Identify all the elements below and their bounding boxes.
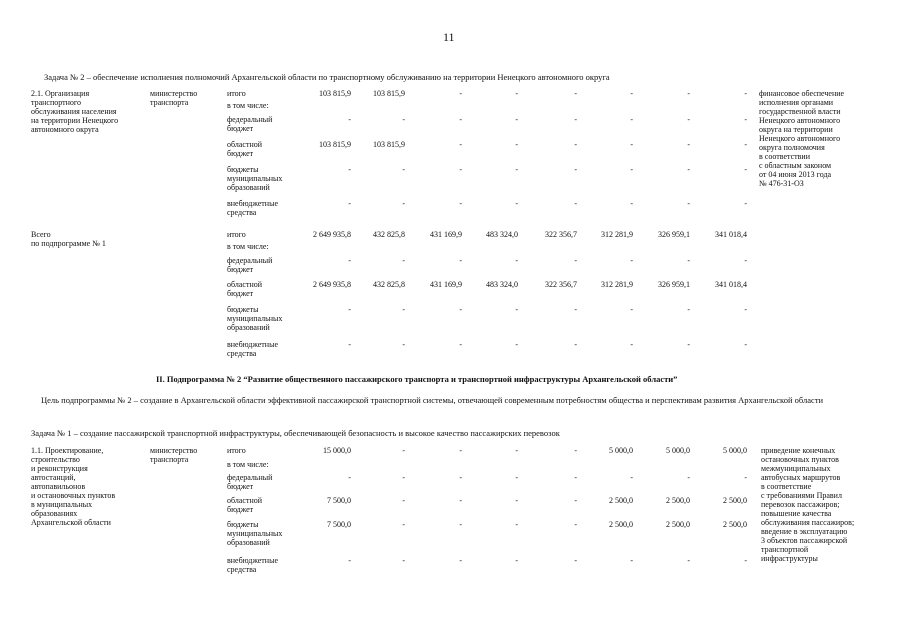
label-line: в том числе:	[227, 242, 269, 251]
value-cell: -	[574, 473, 577, 482]
value-cell: -	[459, 256, 462, 265]
text-line: повышение качества	[761, 509, 832, 518]
text-line: в соответствии	[759, 152, 810, 161]
value-cell: -	[459, 89, 462, 98]
value-cell: 312 281,9	[601, 230, 633, 239]
value-cell: -	[515, 446, 518, 455]
value-cell: -	[402, 305, 405, 314]
value-cell: 432 825,8	[373, 280, 405, 289]
value-cell: 2 500,0	[723, 520, 747, 529]
row-name-cell	[31, 446, 146, 527]
label-line: средства	[227, 565, 257, 574]
text-line: обслуживания пассажиров;	[761, 518, 855, 527]
value-cell: 432 825,8	[373, 230, 405, 239]
label-line: бюджет	[227, 149, 254, 158]
value-cell: -	[574, 496, 577, 505]
text-line: округа на территории	[759, 125, 833, 134]
value-cell: -	[744, 340, 747, 349]
label-line: в том числе:	[227, 101, 269, 110]
value-cell: -	[687, 89, 690, 98]
label-line: итого	[227, 230, 246, 239]
label-line: бюджеты	[227, 520, 259, 529]
value-cell: -	[402, 256, 405, 265]
text-line: приведение конечных	[761, 446, 836, 455]
label-line: областной	[227, 496, 263, 505]
text-line: 1.1. Проектирование,	[31, 446, 104, 455]
text-line: и остановочных пунктов	[31, 491, 116, 500]
value-cell: -	[515, 340, 518, 349]
label-line: федеральный	[227, 473, 273, 482]
value-cell: 322 356,7	[545, 230, 577, 239]
value-cell: -	[459, 473, 462, 482]
value-cell: -	[630, 89, 633, 98]
text-line: межмуниципальных	[761, 464, 831, 473]
value-cell: -	[574, 520, 577, 529]
result-cell	[759, 89, 879, 188]
label-line: образований	[227, 183, 270, 192]
label-line: федеральный	[227, 256, 273, 265]
value-cell: -	[348, 199, 351, 208]
value-cell: -	[744, 165, 747, 174]
value-cell: 2 500,0	[666, 496, 690, 505]
label-line: итого	[227, 446, 246, 455]
text-line: государственной власти	[759, 107, 841, 116]
value-cell: -	[574, 165, 577, 174]
value-cell: -	[348, 165, 351, 174]
value-cell: -	[630, 115, 633, 124]
value-cell: -	[459, 199, 462, 208]
value-cell: 322 356,7	[545, 280, 577, 289]
label-line: бюджет	[227, 482, 254, 491]
value-cell: -	[744, 115, 747, 124]
value-cell: 7 500,0	[327, 496, 351, 505]
text-line: министерство	[150, 89, 198, 98]
value-cell: -	[402, 446, 405, 455]
executor-cell	[150, 89, 210, 107]
value-cell: -	[744, 256, 747, 265]
text-line: в муниципальных	[31, 500, 93, 509]
value-cell: -	[574, 89, 577, 98]
value-cell: -	[630, 556, 633, 565]
value-cell: -	[402, 340, 405, 349]
value-cell: -	[574, 556, 577, 565]
value-cell: -	[515, 115, 518, 124]
text-line: Всего	[31, 230, 51, 239]
value-cell: -	[515, 89, 518, 98]
text-line: транспортного	[31, 98, 82, 107]
value-cell: -	[515, 496, 518, 505]
label-line: бюджет	[227, 124, 254, 133]
value-cell: -	[687, 256, 690, 265]
value-cell: -	[348, 305, 351, 314]
label-line: муниципальных	[227, 529, 283, 538]
value-cell: -	[515, 199, 518, 208]
value-cell: -	[630, 340, 633, 349]
task-heading-2: Задача № 1 – создание пассажирской транспортной инфраструктуры, обеспечивающей безопасность и высокое качество пассажирских перевозок	[31, 428, 560, 438]
value-cell: 2 500,0	[723, 496, 747, 505]
text-line: финансовое обеспечение	[759, 89, 845, 98]
label-line: итого	[227, 89, 246, 98]
value-cell: -	[402, 496, 405, 505]
value-cell: -	[402, 199, 405, 208]
value-cell: -	[630, 140, 633, 149]
value-cell: 103 815,9	[319, 89, 351, 98]
label-line: внебюджетные	[227, 340, 278, 349]
label-line: муниципальных	[227, 174, 283, 183]
value-cell: -	[630, 256, 633, 265]
text-line: в соответствие	[761, 482, 812, 491]
funding-source-label	[227, 101, 305, 110]
label-line: внебюджетные	[227, 556, 278, 565]
text-line: автопавильонов	[31, 482, 86, 491]
text-line: на территории Ненецкого	[31, 116, 119, 125]
result-cell	[761, 446, 886, 563]
funding-source-label	[227, 460, 305, 469]
subprogram-heading: II. Подпрограмма № 2 “Развитие общественного пассажирского транспорта и транспортной инфраструктуры Архангельской области”	[156, 374, 678, 384]
value-cell: -	[687, 305, 690, 314]
value-cell: 15 000,0	[323, 446, 351, 455]
label-line: федеральный	[227, 115, 273, 124]
value-cell: -	[515, 305, 518, 314]
value-cell: -	[402, 473, 405, 482]
value-cell: -	[630, 199, 633, 208]
value-cell: -	[687, 115, 690, 124]
value-cell: -	[459, 305, 462, 314]
label-line: муниципальных	[227, 314, 283, 323]
value-cell: 483 324,0	[486, 280, 518, 289]
text-line: остановочных пунктов	[761, 455, 839, 464]
value-cell: -	[687, 199, 690, 208]
text-line: автономного округа	[31, 125, 99, 134]
value-cell: 2 500,0	[666, 520, 690, 529]
value-cell: -	[744, 473, 747, 482]
text-line: 2.1. Организация	[31, 89, 90, 98]
value-cell: -	[687, 140, 690, 149]
text-line: инфраструктуры	[761, 554, 818, 563]
text-line: обслуживания населения	[31, 107, 117, 116]
text-line: транспорта	[150, 98, 189, 107]
label-line: в том числе:	[227, 460, 269, 469]
label-line: средства	[227, 208, 257, 217]
text-line: транспорта	[150, 455, 189, 464]
text-line: министерство	[150, 446, 198, 455]
value-cell: -	[574, 446, 577, 455]
value-cell: -	[348, 340, 351, 349]
text-line: 3 объектов пассажирской	[761, 536, 848, 545]
value-cell: -	[459, 115, 462, 124]
value-cell: -	[348, 256, 351, 265]
value-cell: 431 169,9	[430, 280, 462, 289]
executor-cell	[150, 446, 210, 464]
value-cell: -	[348, 473, 351, 482]
value-cell: 5 000,0	[609, 446, 633, 455]
text-line: Ненецкого автономного	[759, 116, 841, 125]
text-line: автостанций,	[31, 473, 76, 482]
value-cell: -	[402, 556, 405, 565]
value-cell: -	[515, 556, 518, 565]
value-cell: 312 281,9	[601, 280, 633, 289]
label-line: бюджет	[227, 505, 254, 514]
text-line: введение в эксплуатацию	[761, 527, 848, 536]
text-line: образованиях	[31, 509, 78, 518]
value-cell: -	[687, 340, 690, 349]
goal-text: Цель подпрограммы № 2 – создание в Архангельской области эффективной пассажирской транспортной системы, отвечающей современным потребностям общества и перспективам развития Архангельской области	[41, 395, 824, 405]
value-cell: 341 018,4	[715, 230, 747, 239]
value-cell: 103 815,9	[373, 89, 405, 98]
label-line: внебюджетные	[227, 199, 278, 208]
value-cell: -	[348, 556, 351, 565]
value-cell: -	[402, 165, 405, 174]
value-cell: 2 649 935,8	[313, 230, 351, 239]
text-line: автобусных маршрутов	[761, 473, 841, 482]
value-cell: -	[687, 556, 690, 565]
value-cell: -	[574, 256, 577, 265]
value-cell: 5 000,0	[666, 446, 690, 455]
value-cell: -	[744, 140, 747, 149]
row-name-cell	[31, 89, 146, 134]
value-cell: 2 500,0	[609, 520, 633, 529]
value-cell: -	[687, 473, 690, 482]
funding-source-label	[227, 242, 305, 251]
value-cell: 2 649 935,8	[313, 280, 351, 289]
value-cell: 2 500,0	[609, 496, 633, 505]
value-cell: -	[402, 115, 405, 124]
label-line: бюджеты	[227, 305, 259, 314]
value-cell: 7 500,0	[327, 520, 351, 529]
label-line: бюджет	[227, 289, 254, 298]
label-line: областной	[227, 280, 263, 289]
value-cell: -	[574, 305, 577, 314]
text-line: исполнения органами	[759, 98, 834, 107]
value-cell: -	[515, 140, 518, 149]
value-cell: -	[687, 165, 690, 174]
value-cell: -	[459, 140, 462, 149]
value-cell: -	[459, 446, 462, 455]
value-cell: -	[574, 340, 577, 349]
text-line: № 476-31-ОЗ	[759, 179, 804, 188]
text-line: перевозок пассажиров;	[761, 500, 840, 509]
value-cell: -	[744, 89, 747, 98]
value-cell: -	[574, 199, 577, 208]
text-line: Архангельской области	[31, 518, 111, 527]
value-cell: -	[630, 473, 633, 482]
value-cell: -	[515, 520, 518, 529]
value-cell: -	[459, 340, 462, 349]
label-line: образований	[227, 323, 270, 332]
label-line: образований	[227, 538, 270, 547]
value-cell: -	[630, 305, 633, 314]
label-line: бюджет	[227, 265, 254, 274]
total-name-cell	[31, 230, 146, 248]
value-cell: -	[744, 199, 747, 208]
text-line: округа полномочия	[759, 143, 825, 152]
text-line: Ненецкого автономного	[759, 134, 841, 143]
value-cell: 103 815,9	[373, 140, 405, 149]
value-cell: 103 815,9	[319, 140, 351, 149]
value-cell: -	[630, 165, 633, 174]
value-cell: 483 324,0	[486, 230, 518, 239]
value-cell: -	[744, 556, 747, 565]
value-cell: 326 959,1	[658, 280, 690, 289]
label-line: бюджеты	[227, 165, 259, 174]
value-cell: -	[744, 305, 747, 314]
text-line: от 04 июня 2013 года	[759, 170, 832, 179]
task-heading-1: Задача № 2 – обеспечение исполнения полномочий Архангельской области по транспортному обслуживанию на территории Ненецкого автономного округа	[44, 72, 610, 82]
text-line: с требованиями Правил	[761, 491, 842, 500]
value-cell: -	[515, 165, 518, 174]
value-cell: 431 169,9	[430, 230, 462, 239]
text-line: транспортной	[761, 545, 809, 554]
value-cell: 326 959,1	[658, 230, 690, 239]
value-cell: 341 018,4	[715, 280, 747, 289]
label-line: областной	[227, 140, 263, 149]
value-cell: -	[459, 496, 462, 505]
value-cell: 5 000,0	[723, 446, 747, 455]
value-cell: -	[402, 520, 405, 529]
value-cell: -	[459, 165, 462, 174]
value-cell: -	[459, 520, 462, 529]
value-cell: -	[459, 556, 462, 565]
page-number: 11	[443, 30, 455, 44]
value-cell: -	[348, 115, 351, 124]
text-line: по подпрограмме № 1	[31, 239, 106, 248]
text-line: строительство	[31, 455, 80, 464]
value-cell: -	[574, 140, 577, 149]
label-line: средства	[227, 349, 257, 358]
value-cell: -	[515, 256, 518, 265]
value-cell: -	[515, 473, 518, 482]
text-line: и реконструкция	[31, 464, 88, 473]
text-line: с областным законом	[759, 161, 832, 170]
value-cell: -	[574, 115, 577, 124]
